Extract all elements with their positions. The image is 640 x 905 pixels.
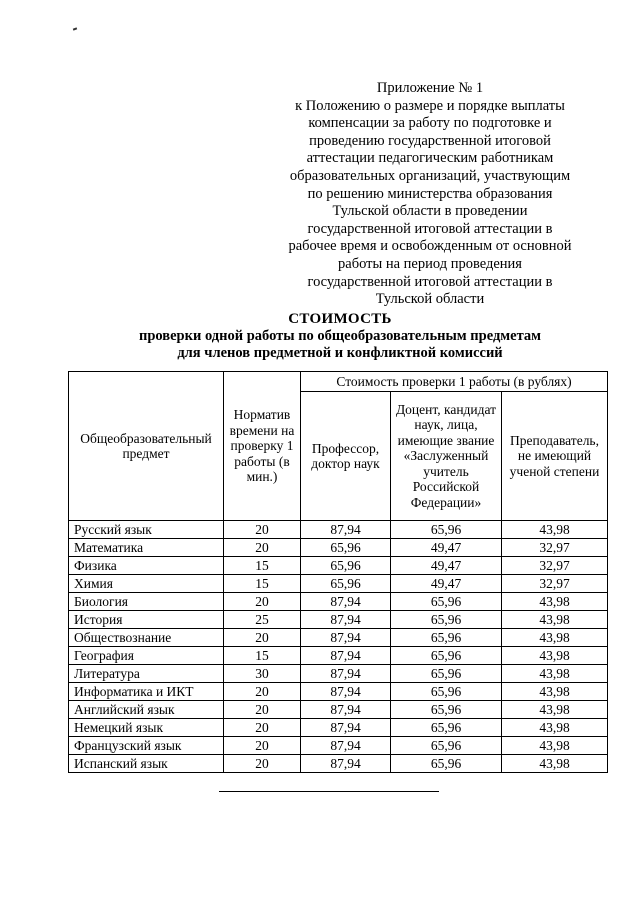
cell-teacher: 43,98	[502, 647, 608, 665]
table-row	[69, 737, 608, 755]
cell-subject: История	[69, 611, 224, 629]
scan-speck	[73, 27, 77, 30]
cell-docent: 65,96	[391, 611, 502, 629]
cell-teacher: 43,98	[502, 611, 608, 629]
appendix-block	[270, 80, 590, 309]
cell-docent: 65,96	[391, 683, 502, 701]
cell-subject: Литература	[69, 665, 224, 683]
cell-subject: Физика	[69, 557, 224, 575]
cell-docent: 65,96	[391, 665, 502, 683]
appendix-line: Приложение № 1	[376, 80, 484, 96]
cell-professor: 87,94	[301, 647, 391, 665]
document-subtitle-2: для членов предметной и конфликтной комиссий	[177, 345, 503, 361]
header-subject: Общеобразовательный предмет	[69, 372, 224, 521]
cell-norm: 20	[224, 593, 301, 611]
cell-docent: 65,96	[391, 647, 502, 665]
bottom-rule	[219, 791, 439, 792]
table-row	[69, 557, 608, 575]
cell-norm: 20	[224, 521, 301, 539]
cell-professor: 87,94	[301, 629, 391, 647]
appendix-line: к Положению о размере и порядке выплаты	[295, 97, 565, 114]
cell-subject: Русский язык	[69, 521, 224, 539]
header-teacher: Преподаватель, не имеющий ученой степени	[502, 392, 608, 521]
cell-subject: Биология	[69, 593, 224, 611]
table-row	[69, 701, 608, 719]
table-row	[69, 665, 608, 683]
table-row	[69, 575, 608, 593]
cell-norm: 15	[224, 647, 301, 665]
cell-professor: 87,94	[301, 683, 391, 701]
cell-teacher: 32,97	[502, 575, 608, 593]
appendix-line: образовательных организаций, участвующим	[289, 167, 571, 184]
cell-subject: Информатика и ИКТ	[69, 683, 224, 701]
table-row	[69, 593, 608, 611]
cell-professor: 65,96	[301, 575, 391, 593]
cell-teacher: 43,98	[502, 737, 608, 755]
cell-professor: 65,96	[301, 557, 391, 575]
header-professor: Профессор, доктор наук	[301, 392, 391, 521]
cell-professor: 87,94	[301, 755, 391, 773]
appendix-line: компенсации за работу по подготовке и	[308, 115, 552, 132]
header-docent: Доцент, кандидат наук, лица, имеющие звание «Заслуженный учитель Российской Федерации»	[391, 392, 502, 521]
cell-teacher: 43,98	[502, 683, 608, 701]
cell-norm: 20	[224, 719, 301, 737]
table-row	[69, 647, 608, 665]
cell-norm: 20	[224, 701, 301, 719]
cell-norm: 15	[224, 575, 301, 593]
cell-docent: 65,96	[391, 737, 502, 755]
cell-subject: География	[69, 647, 224, 665]
cell-docent: 65,96	[391, 701, 502, 719]
cell-norm: 20	[224, 683, 301, 701]
appendix-line: Тульской области в проведении	[332, 203, 528, 220]
cell-teacher: 43,98	[502, 755, 608, 773]
cell-professor: 87,94	[301, 719, 391, 737]
table-row	[69, 629, 608, 647]
header-cost-group: Стоимость проверки 1 работы (в рублях)	[301, 372, 608, 392]
cell-docent: 65,96	[391, 593, 502, 611]
cell-professor: 65,96	[301, 539, 391, 557]
cell-subject: Испанский язык	[69, 755, 224, 773]
cell-docent: 65,96	[391, 521, 502, 539]
table-row	[69, 539, 608, 557]
cell-subject: Французский язык	[69, 737, 224, 755]
cell-professor: 87,94	[301, 737, 391, 755]
cell-teacher: 32,97	[502, 539, 608, 557]
cell-docent: 65,96	[391, 629, 502, 647]
cell-professor: 87,94	[301, 611, 391, 629]
cell-teacher: 43,98	[502, 593, 608, 611]
document-title: СТОИМОСТЬ	[288, 311, 392, 327]
cell-teacher: 43,98	[502, 629, 608, 647]
appendix-line: рабочее время и освобожденным от основной	[288, 238, 572, 255]
table-row	[69, 719, 608, 737]
cell-subject: Химия	[69, 575, 224, 593]
cell-norm: 15	[224, 557, 301, 575]
appendix-line: Тульской области	[375, 291, 485, 308]
document-subtitle: проверки одной работы по общеобразовательным предметам	[138, 328, 542, 344]
header-norm: Норматив времени на проверку 1 работы (в мин.)	[224, 372, 301, 521]
cell-professor: 87,94	[301, 701, 391, 719]
cell-teacher: 43,98	[502, 701, 608, 719]
appendix-line: проведению государственной итоговой	[309, 132, 551, 149]
cell-norm: 25	[224, 611, 301, 629]
table-row	[69, 521, 608, 539]
cell-teacher: 32,97	[502, 557, 608, 575]
appendix-line: аттестации педагогическим работникам	[306, 150, 554, 167]
cell-teacher: 43,98	[502, 719, 608, 737]
cell-docent: 49,47	[391, 539, 502, 557]
appendix-line: государственной итоговой аттестации в	[307, 273, 553, 290]
appendix-line: работы на период проведения	[338, 255, 522, 272]
cell-docent: 65,96	[391, 755, 502, 773]
cell-norm: 20	[224, 755, 301, 773]
appendix-line: государственной итоговой аттестации в	[307, 220, 553, 237]
table-row	[69, 683, 608, 701]
cell-professor: 87,94	[301, 665, 391, 683]
cell-norm: 20	[224, 539, 301, 557]
appendix-line: по решению министерства образования	[307, 185, 553, 202]
table-row	[69, 611, 608, 629]
cell-docent: 65,96	[391, 719, 502, 737]
cell-norm: 20	[224, 629, 301, 647]
cell-subject: Математика	[69, 539, 224, 557]
cell-subject: Немецкий язык	[69, 719, 224, 737]
cell-teacher: 43,98	[502, 521, 608, 539]
cell-subject: Обществознание	[69, 629, 224, 647]
cell-docent: 49,47	[391, 575, 502, 593]
cell-subject: Английский язык	[69, 701, 224, 719]
cell-norm: 30	[224, 665, 301, 683]
cost-table	[68, 371, 608, 773]
cell-professor: 87,94	[301, 521, 391, 539]
table-row	[69, 755, 608, 773]
cell-professor: 87,94	[301, 593, 391, 611]
cell-docent: 49,47	[391, 557, 502, 575]
cell-teacher: 43,98	[502, 665, 608, 683]
cell-norm: 20	[224, 737, 301, 755]
